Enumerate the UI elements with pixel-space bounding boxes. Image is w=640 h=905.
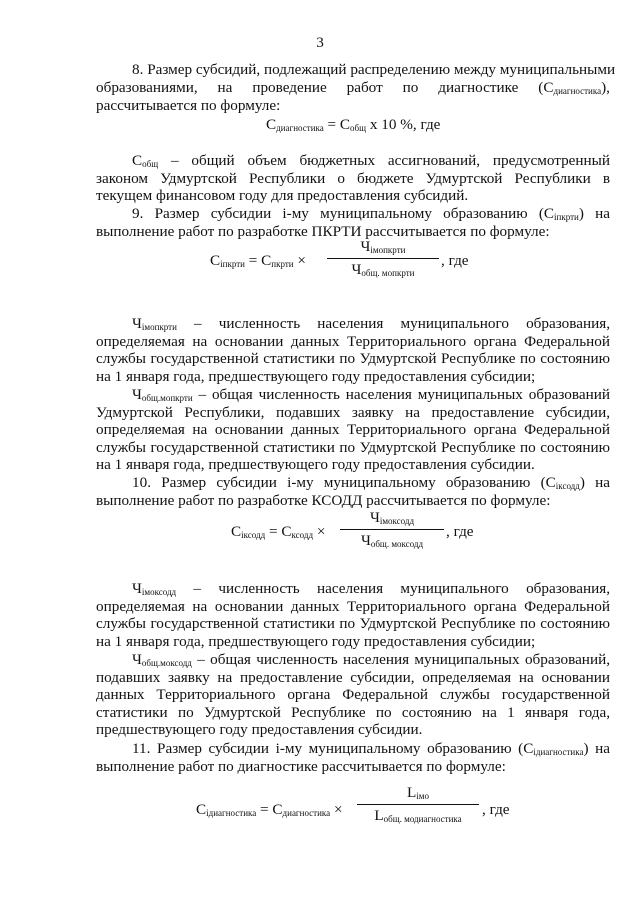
- word: на: [217, 79, 233, 96]
- section-10-def2: $Ч_{общ.моксодд}$ – общая численность населения муниципальных образований, подавших заявку на предоставление субсидии, определяемая на основании данных Территориального органа Федеральной службы государственной статистики по Удмуртской Республике по состоянию на 1 января года, предшествующего году предоставления субсидии.: [96, 651, 610, 738]
- section-8-definition: $С_{общ}$ – общий объем бюджетных ассигнований, предусмотренный законом Удмуртской Республики о бюджете Удмуртской Республики в текущем финансовом году для предоставления субсидий.: [96, 152, 610, 204]
- fraction-numerator: $Ч_{iмопкрти}$: [360, 238, 406, 255]
- section-8-intro: [96, 61, 616, 79]
- formula-9-lhs: $С_{iпкрти} = С_{пкрти}$ ×: [210, 252, 306, 269]
- formula-10-where: , где: [446, 523, 474, 540]
- fraction-denominator: $L_{общ. модиагностика}$: [374, 806, 462, 824]
- word: образованиями,: [96, 79, 198, 96]
- fraction-denominator: $Ч_{общ. моксодд}$: [360, 531, 424, 549]
- fraction-bar: [340, 529, 444, 530]
- section-10-def1: $Ч_{iмоксодд}$ – численность населения муниципального образования, определяемая на основании данных Территориального органа Федеральной службы государственной статистики по Удмуртской Республике по состоянию на 1 января года, предшествующего году предоставления субсидии;: [96, 580, 610, 650]
- formula-11-lhs: $С_{iдиагностика} = С_{диагностика}$ ×: [196, 801, 343, 818]
- page-number: 3: [316, 34, 324, 51]
- formula-8: $С_{диагностика} = С_{общ}$ х 10 %, где: [266, 116, 441, 133]
- word: работ: [346, 79, 383, 96]
- fraction-numerator: $Ч_{iмоксодд}$: [369, 509, 415, 526]
- section-8-line3: рассчитывается по формуле:: [96, 97, 281, 114]
- formula-10-fraction: [340, 509, 444, 549]
- formula-11-fraction: [357, 784, 479, 824]
- formula-9-where: , где: [441, 252, 469, 269]
- section-10-intro: 10. Размер субсидии i-му муниципальному образованию $(С_{iксодд})$ на выполнение работ по разработке КСОДД рассчитывается по формуле:: [96, 474, 610, 509]
- word: проведение: [252, 79, 327, 96]
- formula-10-lhs: $С_{iксодд} = С_{ксодд}$ ×: [231, 523, 326, 540]
- section-11-intro: 11. Размер субсидии i-му муниципальному образованию $(С_{iдиагностика})$ на выполнение работ по диагностике рассчитывается по формуле:: [96, 740, 610, 775]
- fraction-bar: [327, 258, 439, 259]
- fraction-numerator: $L_{iмо}$: [407, 784, 429, 801]
- fraction-denominator: $Ч_{общ. мопкрти}$: [351, 260, 415, 278]
- fraction-bar: [357, 804, 479, 805]
- section-9-def2: $Ч_{общ.мопкрти}$ – общая численность населения муниципальных образований Удмуртской Республики, подавших заявку на предоставление субсидии, определяемая на основании данных Территориального органа Федеральной службы государственной статистики по Удмуртской Республике по состоянию на 1 января года, предшествующего году предоставления субсидии.: [96, 386, 610, 473]
- c-diag-paren: $(С_{диагностика})$,: [538, 79, 610, 96]
- formula-9-fraction: [327, 238, 439, 278]
- section-8-line2-row: [96, 79, 610, 97]
- section-9-def1: $Ч_{iмопкрти}$ – численность населения муниципального образования, определяемая на основании данных Территориального органа Федеральной службы государственной статистики по Удмуртской Республике по состоянию на 1 января года, предшествующего году предоставления субсидии;: [96, 315, 610, 385]
- section-9-intro: 9. Размер субсидии i-му муниципальному образованию $(С_{iпкрти})$ на выполнение работ по разработке ПКРТИ рассчитывается по формуле:: [96, 205, 610, 240]
- word: по: [402, 79, 419, 96]
- word: диагностике: [438, 79, 519, 96]
- section-8-line1: 8. Размер субсидий, подлежащий распределению между муниципальными: [132, 61, 616, 78]
- formula-11-where: , где: [482, 801, 510, 818]
